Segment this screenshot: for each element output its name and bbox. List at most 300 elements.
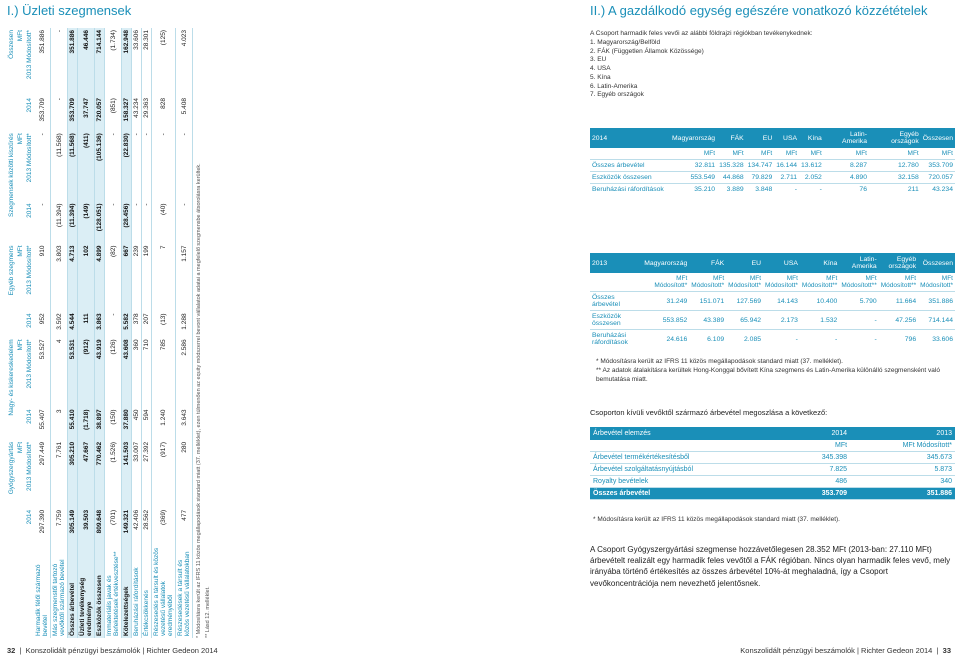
cell: 53.531 [68, 337, 78, 407]
intro-text: A Csoport harmadik feles vevői az alábbi földrajzi régiókban tevékenykednek: [590, 30, 813, 37]
cell: 7.761 [51, 440, 68, 508]
cell: 340 [850, 476, 955, 488]
cell: 134.747 [746, 160, 775, 172]
cell: 796 [879, 330, 918, 349]
cell: (28.456) [122, 201, 132, 243]
cell: 211 [869, 184, 921, 196]
unit-cell: MFt [855, 150, 867, 157]
country-item: 3. EU [590, 56, 607, 64]
cell: 199 [142, 243, 152, 311]
cell: 43.234 [921, 184, 955, 196]
cell: 1.157 [176, 243, 193, 311]
cell: 910 [34, 243, 51, 311]
cell: - [132, 131, 142, 201]
geo-table-2014 [590, 128, 955, 195]
year-header: 2013 Módosított* [26, 245, 33, 295]
cell: (11.568) [68, 131, 78, 201]
cell: 828 [152, 96, 176, 131]
row-label: Eszközök összesen [590, 172, 670, 184]
region-header: FÁK [717, 128, 746, 148]
geo-table-2013 [590, 253, 955, 348]
cell: 1.240 [152, 407, 176, 439]
year-header: 2014 [26, 313, 33, 328]
cell: 1.288 [176, 311, 193, 337]
table-row [68, 28, 78, 638]
cell: 4.544 [68, 311, 78, 337]
cell: 7 [152, 243, 176, 311]
note: ** Az adatok átalakításra kerültek Hong-Konggal bővített Kína szegmens és Latin-Amerika különálló szegmensként való bemutatása miatt. [596, 366, 940, 383]
cell: (701) [105, 508, 122, 543]
cell: - [132, 201, 142, 243]
year-header: 2014 [26, 203, 33, 218]
cell: 35.210 [670, 184, 717, 196]
page-number: 33 [942, 646, 951, 655]
cell: 44.868 [717, 172, 746, 184]
unit-row [590, 273, 955, 292]
cell: 28.562 [142, 508, 152, 543]
year-header: 2013 Módosított* [26, 339, 33, 389]
table-row [176, 28, 193, 638]
cell: 31.249 [642, 292, 689, 311]
cell: 32.811 [670, 160, 717, 172]
country-item: 5. Kína [590, 73, 611, 81]
cell: 207 [142, 311, 152, 337]
region-header: Összesen [921, 128, 955, 148]
footnote: * Módosításra került az IFRS 11 közös megállapodások standard miatt (37. melléklet), ezen túlmenően az equity módszerrel bevont vállalatok adatai a megfelelő szegmensbe átsorolásra kerültek. [196, 163, 202, 638]
total-row [590, 488, 955, 500]
cell: 297.390 [34, 508, 51, 543]
country-list [590, 30, 813, 100]
cell: 2.711 [774, 172, 799, 184]
cell: 770.462 [95, 440, 105, 508]
region-header: USA [774, 128, 799, 148]
cell: 47.667 [78, 440, 95, 508]
unit-cell: MFt Módosított* [654, 275, 688, 289]
cell: 351.886 [918, 292, 955, 311]
table-row [590, 160, 955, 172]
cell: 3.848 [746, 184, 775, 196]
region-header: Magyarország [642, 253, 689, 273]
cell: 42.406 [132, 508, 142, 543]
cell: 127.569 [726, 292, 763, 311]
region-header: EU [726, 253, 763, 273]
unit-cell: MFt [703, 150, 716, 157]
table-row [122, 28, 132, 638]
table-row [132, 28, 142, 638]
region-header: Összesen [918, 253, 955, 273]
cell: 351.886 [68, 28, 78, 96]
cell: 43.234 [132, 96, 142, 131]
year-header: 2013 Módosított* [26, 30, 33, 80]
footer-text: Konszolidált pénzügyi beszámolók | Richter Gedeon 2014 [25, 646, 218, 655]
cell: 5.873 [850, 464, 955, 476]
rev-header: 2014 [791, 427, 850, 440]
unit-header: MFt [17, 133, 24, 145]
cell: 351.886 [850, 488, 955, 500]
cell: 3.803 [51, 243, 68, 311]
row-label: Más szegmenstől tartozó vevőktől származó bevétel [51, 543, 68, 638]
cell: 38.897 [95, 407, 105, 439]
revenue-intro: Csoporton kívüli vevőktől származó árbevétel megoszlása a következő: [590, 408, 828, 417]
cell: 3.889 [717, 184, 746, 196]
cell: - [176, 131, 193, 201]
cell: (13) [152, 311, 176, 337]
cell: 5.582 [122, 311, 132, 337]
group-header: Szegmensek közötti kiszűrés [8, 133, 15, 217]
cell: - [142, 131, 152, 201]
cell: (105.136) [95, 131, 105, 201]
cell: 486 [791, 476, 850, 488]
table-row [51, 28, 68, 638]
unit-cell: MFt Módosított* [728, 275, 762, 289]
cell: 714.144 [95, 28, 105, 96]
unit-header: MFt [17, 30, 24, 42]
unit-cell: MFt [810, 150, 822, 157]
cell: 79.829 [746, 172, 775, 184]
cell: 378 [132, 311, 142, 337]
cell: 162.948 [122, 28, 132, 96]
region-header: Latin-Amerika [824, 128, 869, 148]
group-header: Egyéb szegmens [8, 245, 15, 296]
table-row [590, 476, 955, 488]
unit-header: MFt [17, 339, 24, 351]
cell: (11.394) [68, 201, 78, 243]
cell: 65.942 [726, 311, 763, 330]
footnote: ** Lásd 12. melléklet. [205, 586, 211, 638]
region-header: Egyéb országok [879, 253, 918, 273]
cell: 710 [142, 337, 152, 407]
cell: 3.643 [176, 407, 193, 439]
cell: (128.051) [95, 201, 105, 243]
cell: 553.852 [642, 311, 689, 330]
cell: 39.503 [78, 508, 95, 543]
region-header: Egyéb országok [869, 128, 921, 148]
cell: 351.886 [34, 28, 51, 96]
row-label: Árbevétel szolgáltatásnyújtásból [590, 464, 791, 476]
cell: 305.210 [68, 440, 78, 508]
cell: 4.713 [68, 243, 78, 311]
table-row [34, 28, 51, 638]
region-header: Kína [799, 128, 824, 148]
cell: 158.327 [122, 96, 132, 131]
region-header: Magyarország [670, 128, 717, 148]
unit-cell: MFt Módosított** [880, 275, 917, 289]
cell: 33.007 [132, 440, 142, 508]
cell: 5.790 [839, 292, 878, 311]
cell: - [51, 96, 68, 131]
cell: 29.363 [142, 96, 152, 131]
cell: 2.052 [799, 172, 824, 184]
country-item: 4. USA [590, 65, 611, 73]
unit-cell: MFt Módosított** [841, 275, 877, 289]
unit-cell: MFt [907, 150, 919, 157]
cell: 360 [132, 337, 142, 407]
cell: 553.549 [670, 172, 717, 184]
cell: 714.144 [918, 311, 955, 330]
cell: 4.899 [95, 243, 105, 311]
cell: (1.734) [105, 28, 122, 96]
cell: - [34, 131, 51, 201]
cell: (22.830) [122, 131, 132, 201]
cell: - [51, 28, 68, 96]
row-label: Immateriális javak és Befektetések értékvesztése** [105, 543, 122, 638]
unit-cell: MFt Módosított* [920, 275, 954, 289]
rev-header: 2013 [850, 427, 955, 440]
table-row [590, 292, 955, 311]
cell: 16.144 [774, 160, 799, 172]
cell: 13.612 [799, 160, 824, 172]
cell: 239 [132, 243, 142, 311]
page-footer-right: Konszolidált pénzügyi beszámolók | Richter Gedeon 2014 | 33 [740, 646, 951, 655]
table-row [590, 452, 955, 464]
cell: 10.400 [800, 292, 839, 311]
cell: 353.709 [34, 96, 51, 131]
row-label: Összes árbevétel [590, 488, 791, 500]
cell: 720.057 [921, 172, 955, 184]
cell: 111 [78, 311, 95, 337]
cell: 55.407 [34, 407, 51, 439]
cell: (851) [105, 96, 122, 131]
country-item: 6. Latin-Amerika [590, 82, 638, 90]
cell: 24.616 [642, 330, 689, 349]
cell: 305.149 [68, 508, 78, 543]
revenue-table [590, 427, 955, 500]
cell: 12.780 [869, 160, 921, 172]
table-row [95, 28, 105, 638]
cell: (11.394) [51, 201, 68, 243]
cell: - [799, 184, 824, 196]
cell: 37.747 [78, 96, 95, 131]
group-header: Gyógyszergyártás [8, 441, 15, 495]
row-label: Eszközök összesen [590, 311, 642, 330]
country-item: 7. Egyéb országok [590, 91, 644, 99]
cell: - [839, 330, 878, 349]
cell: 14.143 [763, 292, 800, 311]
group-header: Nagy- és kiskereskedelem [8, 339, 15, 416]
region-header: Latin-Amerika [839, 253, 878, 273]
cell: - [839, 311, 878, 330]
cell: 297.449 [34, 440, 51, 508]
table-row [590, 184, 955, 196]
year-header: 2014 [26, 409, 33, 424]
cell: 3 [51, 407, 68, 439]
cell: - [105, 131, 122, 201]
table-row [590, 311, 955, 330]
section-title: II.) A gazdálkodó egység egészére vonatkozó közzétételek [590, 3, 928, 18]
row-label: Üzleti tevékenység eredménye [78, 543, 95, 638]
cell: 7.759 [51, 508, 68, 543]
cell: 3.863 [95, 311, 105, 337]
table-row [142, 28, 152, 638]
cell: 32.158 [869, 172, 921, 184]
cell: 1.532 [800, 311, 839, 330]
cell: (917) [152, 440, 176, 508]
unit-cell: MFt Módosított* [850, 440, 955, 452]
page-footer: 32 | Konszolidált pénzügyi beszámolók | Richter Gedeon 2014 [7, 646, 218, 655]
table-row [105, 28, 122, 638]
cell: 135.328 [717, 160, 746, 172]
cell: 345.673 [850, 452, 955, 464]
cell: 345.398 [791, 452, 850, 464]
cell: 43.389 [689, 311, 726, 330]
row-label: Értékcsökkenés [142, 543, 152, 638]
cell: (149) [78, 201, 95, 243]
cell: 27.392 [142, 440, 152, 508]
group-header: Összesen [8, 30, 15, 59]
region-header: Kína [800, 253, 839, 273]
country-item: 1. Magyarország/Belföld [590, 38, 661, 46]
unit-cell: MFt Módosított* [765, 275, 798, 289]
row-label: Beruházási ráfordítások [132, 543, 142, 638]
cell: - [142, 201, 152, 243]
note: * Módosításra került az IFRS 11 közös megállapodások standard miatt (37. melléklet). [596, 358, 843, 365]
cell: 5.408 [176, 96, 193, 131]
year-header: 2014 [26, 98, 33, 113]
cell: - [34, 201, 51, 243]
unit-cell: MFt [761, 150, 773, 157]
year-header: 2013 Módosított* [26, 441, 33, 492]
closing-paragraph: A Csoport Gyógyszergyártási szegmense hozzávetőlegesen 28.352 MFt (2013-ban: 27.110 MFt) árbevételt realizált egy harmadik feles vevőtől a FÁK régióban. Nincs olyan harmadik feles vevő, mely irányába történő értékesítés az összes árbevétel 10%-át meghaladná, így a Csoport vevőkoncentrációja nem nevezhető jelentősnek. [590, 545, 951, 588]
cell: 8.287 [824, 160, 869, 172]
cell: (411) [78, 131, 95, 201]
cell: 353.709 [921, 160, 955, 172]
cell: (11.568) [51, 131, 68, 201]
cell: 2.586 [176, 337, 193, 407]
table-row [590, 464, 955, 476]
cell: 102 [78, 243, 95, 311]
page-number: 32 [7, 646, 16, 655]
cell: 55.410 [68, 407, 78, 439]
footer-text: Konszolidált pénzügyi beszámolók | Richter Gedeon 2014 [740, 646, 933, 655]
year-header: 2013 [590, 253, 642, 273]
cell: 280 [176, 440, 193, 508]
table-row [152, 28, 176, 638]
year-header: 2014 [590, 128, 670, 148]
cell: - [763, 330, 800, 349]
cell: 46.446 [78, 28, 95, 96]
cell: 53.527 [34, 337, 51, 407]
cell: 33.606 [918, 330, 955, 349]
cell: (1.718) [78, 407, 95, 439]
cell: 809.648 [95, 508, 105, 543]
cell: - [176, 201, 193, 243]
unit-cell: MFt Módosított* [691, 275, 725, 289]
cell: (126) [105, 337, 122, 407]
region-header: EU [746, 128, 775, 148]
row-label: Royalty bevételek [590, 476, 791, 488]
cell: 353.709 [68, 96, 78, 131]
unit-cell: MFt [791, 440, 850, 452]
cell: 594 [142, 407, 152, 439]
cell: - [105, 311, 122, 337]
cell: 952 [34, 311, 51, 337]
unit-cell [590, 440, 791, 452]
unit-row [590, 440, 955, 452]
table-row [590, 172, 955, 184]
segment-table-container [7, 28, 367, 638]
unit-row [590, 148, 955, 160]
cell: 4.890 [824, 172, 869, 184]
cell: 47.256 [879, 311, 918, 330]
cell: 33.606 [132, 28, 142, 96]
cell: 7.825 [791, 464, 850, 476]
year-header: 2013 Módosított* [26, 133, 33, 183]
cell: (125) [152, 28, 176, 96]
row-label: Részesedések a társult és közös vezetésű vállalatokban [176, 543, 193, 638]
cell: 477 [176, 508, 193, 543]
row-label: Kötelezettségek [122, 543, 132, 638]
cell: 720.057 [95, 96, 105, 131]
cell: (912) [78, 337, 95, 407]
segment-table [7, 28, 193, 638]
rev-header: Árbevétel elemzés [590, 427, 791, 440]
cell: 6.109 [689, 330, 726, 349]
cell: 2.173 [763, 311, 800, 330]
cell: 2.085 [726, 330, 763, 349]
row-label: Harmadik félől származó bevétel [34, 543, 51, 638]
unit-header: MFt [17, 245, 24, 257]
cell: 450 [132, 407, 142, 439]
row-label: Beruházási ráfordítások [590, 330, 642, 349]
row-label: Árbevétel termékértékesítésből [590, 452, 791, 464]
cell: 4 [51, 337, 68, 407]
row-label: Összes árbevétel [590, 292, 642, 311]
cell: 141.503 [122, 440, 132, 508]
cell: 3.592 [51, 311, 68, 337]
row-label: Eszközök összesen [95, 543, 105, 638]
geo-notes [596, 358, 946, 384]
rev-note: * Módosításra került az IFRS 11 közös megállapodások standard miatt (37. melléklet). [593, 516, 840, 523]
cell: 43.919 [95, 337, 105, 407]
cell: 28.301 [142, 28, 152, 96]
cell: - [774, 184, 799, 196]
region-header: USA [763, 253, 800, 273]
cell: 785 [152, 337, 176, 407]
page-title: I.) Üzleti szegmensek [7, 3, 132, 18]
cell: (82) [105, 243, 122, 311]
cell: - [800, 330, 839, 349]
cell: - [152, 131, 176, 201]
cell: 4.023 [176, 28, 193, 96]
cell: (1.526) [105, 440, 122, 508]
cell: (150) [105, 407, 122, 439]
left-page [0, 0, 478, 661]
country-item: 2. FÁK (Független Államok Közössége) [590, 47, 704, 55]
cell: (369) [152, 508, 176, 543]
cell: (40) [152, 201, 176, 243]
unit-header: MFt [17, 441, 24, 454]
unit-cell: MFt [941, 150, 953, 157]
table-row [78, 28, 95, 638]
unit-cell: MFt Módosított** [801, 275, 838, 289]
unit-cell: MFt [785, 150, 798, 157]
cell: 667 [122, 243, 132, 311]
cell: 149.321 [122, 508, 132, 543]
cell: 151.071 [689, 292, 726, 311]
cell: 76 [824, 184, 869, 196]
year-header: 2014 [26, 509, 33, 525]
table-row [590, 330, 955, 349]
cell: 11.664 [879, 292, 918, 311]
row-label: Összes árbevétel [68, 543, 78, 638]
region-header: FÁK [689, 253, 726, 273]
cell: - [105, 201, 122, 243]
row-label: Összes árbevétel [590, 160, 670, 172]
row-label: Beruházási ráfordítások [590, 184, 670, 196]
row-label: Részesedés a társult és közös vezetésű vállalatok eredményéből [152, 543, 176, 638]
cell: 43.608 [122, 337, 132, 407]
cell: 353.709 [791, 488, 850, 500]
